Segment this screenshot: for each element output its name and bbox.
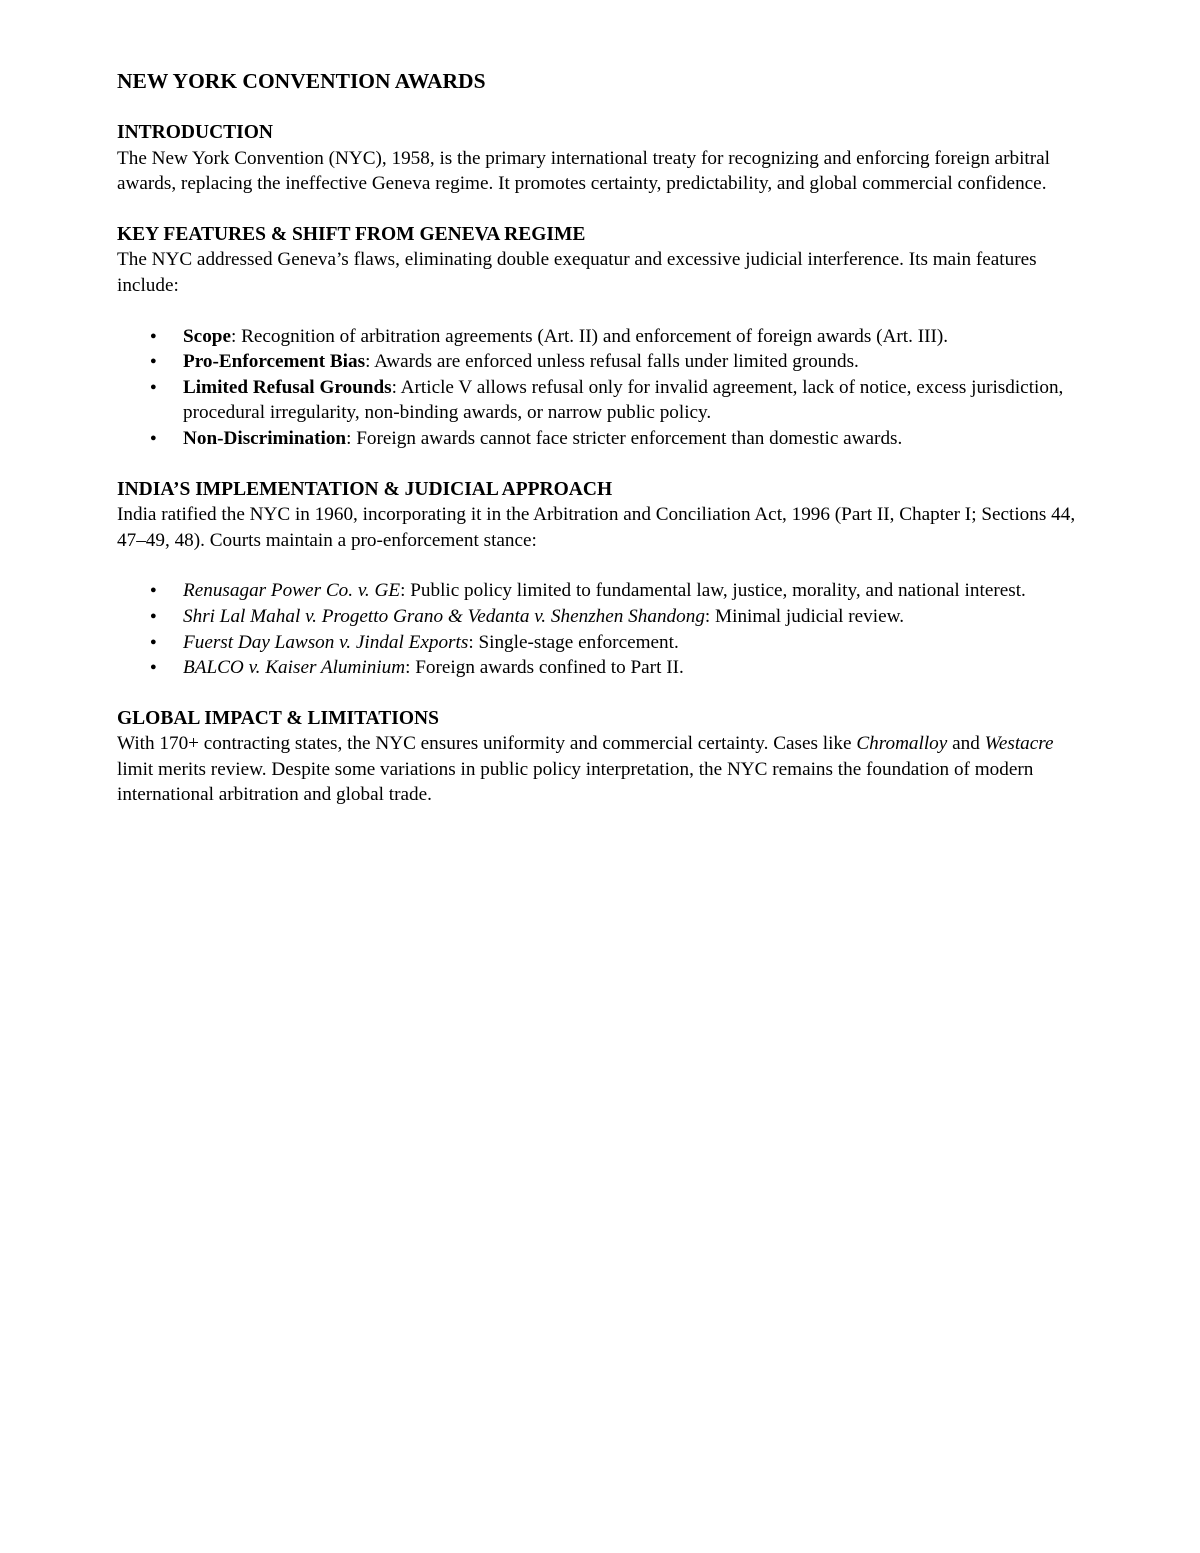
list-item xyxy=(117,655,1087,681)
list-item xyxy=(117,578,1087,604)
case-name: Shri Lal Mahal v. Progetto Grano & Vedanta v. Shenzhen Shandong xyxy=(183,605,705,627)
list-item-text: : Foreign awards confined to Part II. xyxy=(405,657,684,679)
list-item-term: Limited Refusal Grounds xyxy=(183,376,392,398)
india-cases-list xyxy=(117,578,1087,680)
section-introduction xyxy=(117,120,1087,197)
list-item xyxy=(117,630,1087,656)
list-item-text: : Awards are enforced unless refusal falls under limited grounds. xyxy=(365,351,859,373)
case-name: Chromalloy xyxy=(856,733,948,755)
list-item-text: : Minimal judicial review. xyxy=(704,605,905,627)
body-text: With 170+ contracting states, the NYC ensures uniformity and commercial certainty. Cases like xyxy=(117,733,857,755)
section-body xyxy=(117,731,1087,808)
section-body: The NYC addressed Geneva’s flaws, eliminating double exequatur and excessive judicial interference. Its main features include: xyxy=(117,249,1037,296)
section-heading: INTRODUCTION xyxy=(117,122,274,143)
key-features-list xyxy=(117,324,1087,452)
list-item-text: : Recognition of arbitration agreements (Art. II) and enforcement of foreign awards (Art. III). xyxy=(230,325,949,347)
body-text: limit merits review. Despite some variations in public policy interpretation, the NYC remains the foundation of modern international arbitration and global trade. xyxy=(117,758,1034,806)
section-body: The New York Convention (NYC), 1958, is the primary international treaty for recognizing and enforcing foreign arbitral awards, replacing the ineffective Geneva regime. It promotes certainty, predictability, and global commercial confidence. xyxy=(117,147,1050,195)
section-heading: KEY FEATURES & SHIFT FROM GENEVA REGIME xyxy=(117,223,586,245)
body-text: and xyxy=(947,733,985,755)
list-item-term: Scope xyxy=(183,325,231,347)
list-item-term: Non-Discrimination xyxy=(183,427,347,449)
list-item-text: : Foreign awards cannot face stricter enforcement than domestic awards. xyxy=(346,427,903,449)
list-item-text: : Public policy limited to fundamental law, justice, morality, and national interest. xyxy=(400,580,1026,602)
list-item-text: : Single-stage enforcement. xyxy=(468,631,679,653)
case-name: Westacre xyxy=(984,733,1054,755)
case-name: Renusagar Power Co. v. GE xyxy=(183,580,401,602)
section-global-impact xyxy=(117,706,1087,808)
document-title: NEW YORK CONVENTION AWARDS xyxy=(117,69,486,93)
section-india xyxy=(117,477,1087,681)
section-key-features xyxy=(117,222,1087,452)
case-name: Fuerst Day Lawson v. Jindal Exports xyxy=(183,631,469,653)
section-heading: GLOBAL IMPACT & LIMITATIONS xyxy=(117,707,439,729)
list-item xyxy=(117,426,1087,452)
list-item xyxy=(117,604,1087,630)
list-item xyxy=(117,324,1087,350)
list-item-text: : Article V allows refusal only for invalid agreement, lack of notice, excess jurisdiction, procedural irregularity, non-binding awards, or narrow public policy. xyxy=(183,376,1064,424)
section-body: India ratified the NYC in 1960, incorporating it in the Arbitration and Conciliation Act, 1996 (Part II, Chapter I; Sections 44, 47–49, 48). Courts maintain a pro-enforcement stance: xyxy=(117,504,1076,551)
case-name: BALCO v. Kaiser Aluminium xyxy=(183,657,406,679)
list-item xyxy=(117,375,1087,426)
list-item xyxy=(117,349,1087,375)
list-item-term: Pro-Enforcement Bias xyxy=(183,351,366,373)
section-heading: INDIA’S IMPLEMENTATION & JUDICIAL APPROACH xyxy=(117,478,613,500)
document-page xyxy=(117,66,1087,808)
